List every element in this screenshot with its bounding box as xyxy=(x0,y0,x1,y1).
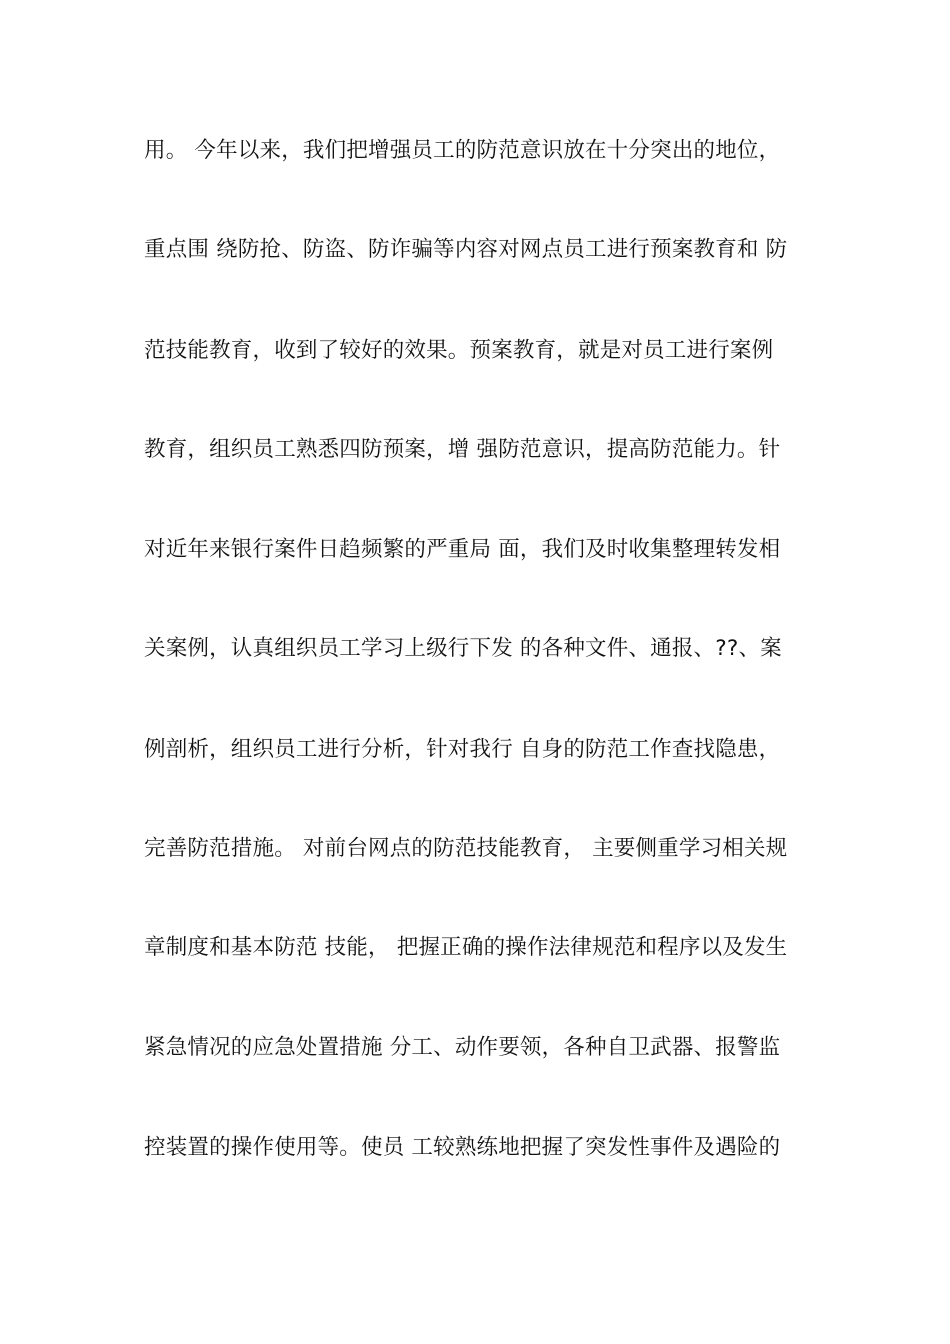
paragraph-line: 用。 今年以来，我们把增强员工的防范意识放在十分突出的地位， xyxy=(144,138,781,163)
paragraph-line: 紧急情况的应急处置措施 分工、动作要领，各种自卫武器、报警监 xyxy=(144,1035,781,1060)
paragraph-line: 完善防范措施。 对前台网点的防范技能教育， 主要侧重学习相关规 xyxy=(144,836,788,861)
paragraph-line: 章制度和基本防范 技能， 把握正确的操作法律规范和程序以及发生 xyxy=(144,935,788,960)
paragraph-line: 关案例，认真组织员工学习上级行下发 的各种文件、通报、??、案 xyxy=(144,636,782,661)
paragraph-line: 对近年来银行案件日趋频繁的严重局 面，我们及时收集整理转发相 xyxy=(144,537,781,562)
paragraph-line: 控装置的操作使用等。使员 工较熟练地把握了突发性事件及遇险的 xyxy=(144,1135,781,1160)
paragraph-line: 重点围 绕防抢、防盗、防诈骗等内容对网点员工进行预案教育和 防 xyxy=(144,237,788,262)
paragraph-line: 例剖析，组织员工进行分析，针对我行 自身的防范工作查找隐患， xyxy=(144,737,781,762)
paragraph-line: 教育，组织员工熟悉四防预案，增 强防范意识，提高防范能力。针 xyxy=(144,437,781,462)
paragraph-line: 范技能教育，收到了较好的效果。预案教育，就是对员工进行案例 xyxy=(144,338,774,363)
